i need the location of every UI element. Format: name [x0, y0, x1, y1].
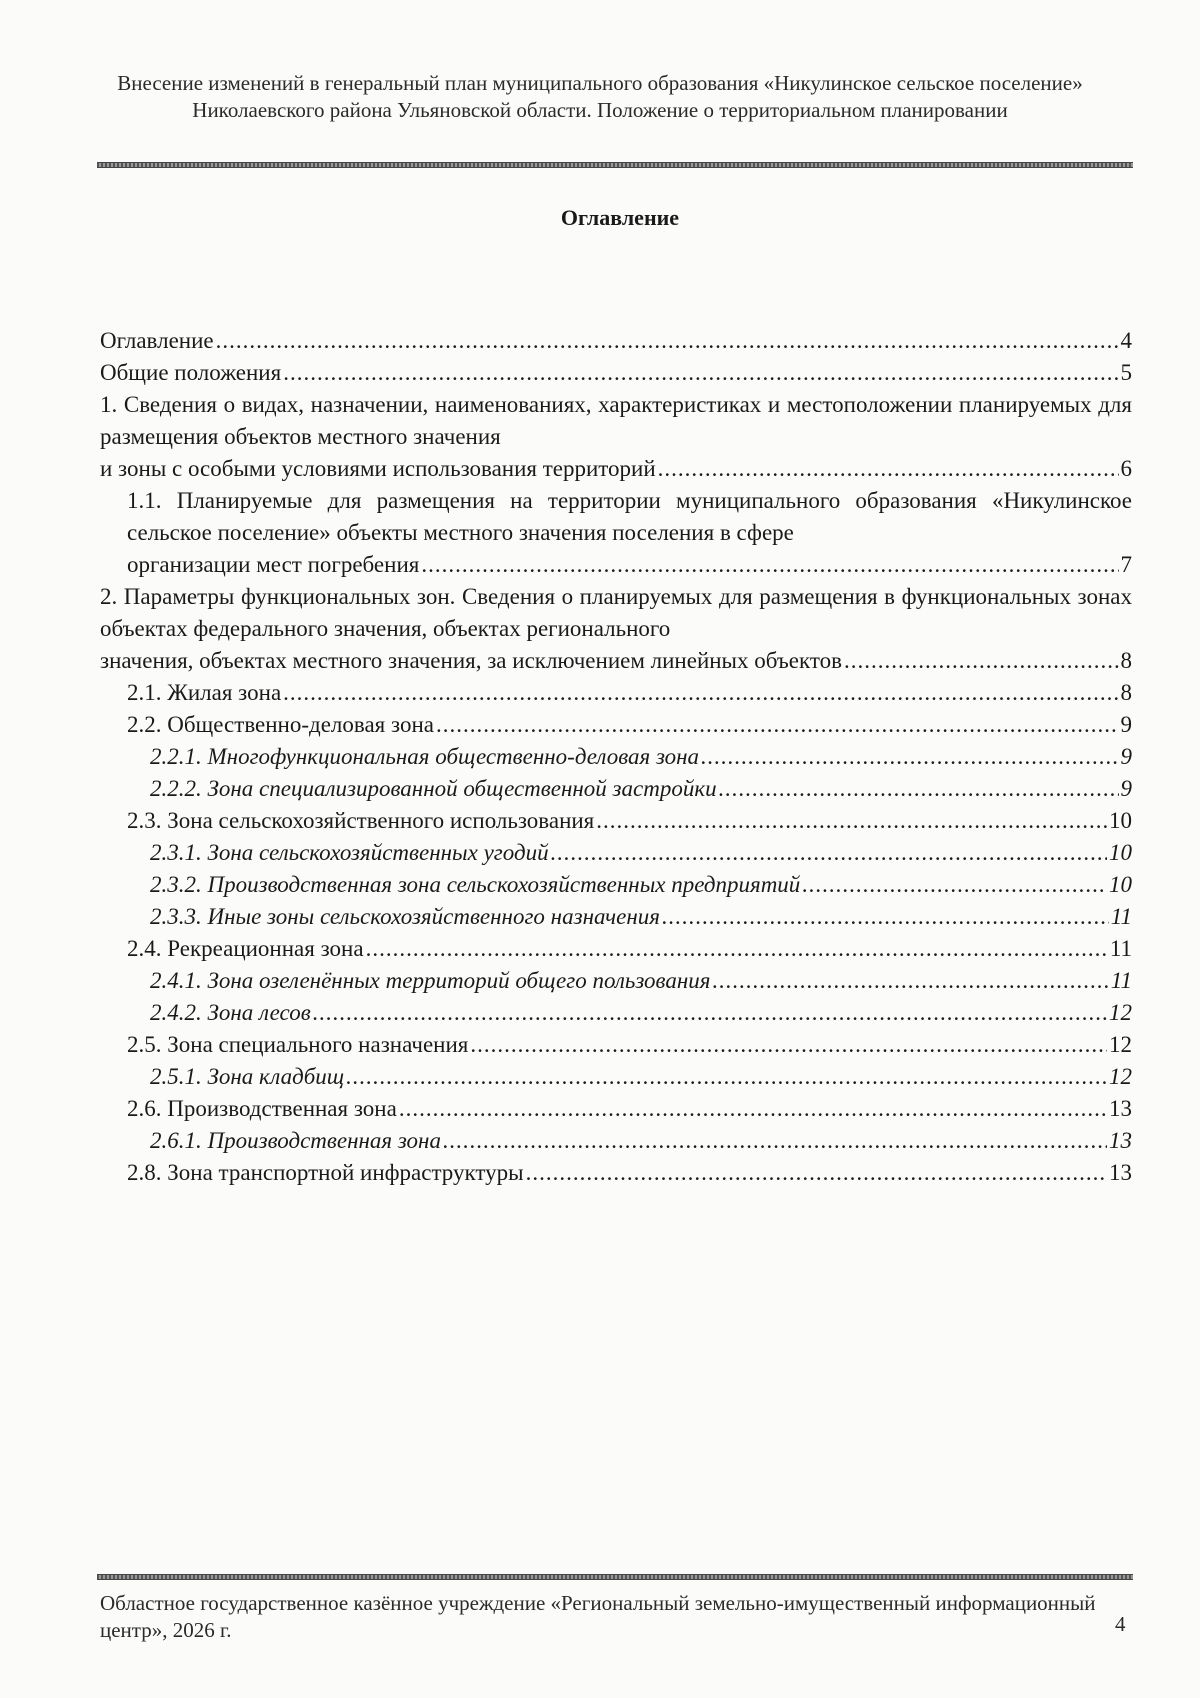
toc-page-number: 9: [1120, 744, 1132, 769]
toc-page-number: 11: [1110, 968, 1132, 993]
toc-entry[interactable]: [100, 1061, 1132, 1093]
toc-page-number: 12: [1109, 1000, 1132, 1025]
toc-entry[interactable]: [100, 389, 1132, 485]
toc-entry-title: 2.5.1. Зона кладбищ: [150, 1064, 345, 1089]
toc-entry-title: 2.2.1. Многофункциональная общественно-деловая зона: [150, 744, 700, 769]
toc-dot-leader: [421, 549, 1118, 581]
toc-entry[interactable]: [100, 1029, 1132, 1061]
toc-entry[interactable]: [100, 997, 1132, 1029]
toc-page-number: 4: [1120, 328, 1132, 353]
toc-page-number: 13: [1109, 1160, 1132, 1185]
toc-page-number: 7: [1120, 552, 1132, 577]
toc-entry-title: 2.8. Зона транспортной инфраструктуры: [127, 1160, 524, 1185]
toc-page-number: 13: [1109, 1096, 1132, 1121]
toc-entry[interactable]: [100, 901, 1132, 933]
toc-entry-title: 2.4.2. Зона лесов: [150, 1000, 311, 1025]
toc-dot-leader: [596, 805, 1107, 837]
toc-page-number: 10: [1109, 808, 1132, 833]
toc-entry-title: 2.6. Производственная зона: [127, 1096, 397, 1121]
toc-entry[interactable]: [100, 357, 1132, 389]
toc-dot-leader: [719, 773, 1119, 805]
toc-entry-title: организации мест погребения: [127, 552, 420, 577]
toc-page-number: 12: [1109, 1032, 1132, 1057]
table-of-contents: [100, 325, 1132, 1189]
toc-entry-title: 2.6.1. Производственная зона: [150, 1128, 441, 1153]
toc-page-number: 5: [1120, 360, 1132, 385]
toc-dot-leader: [712, 965, 1108, 997]
toc-entry-text: 1.1. Планируемые для размещения на территории муниципального образования «Никулинское сельское поселение» объекты местного значения поселения в сфере: [127, 488, 1132, 545]
toc-dot-leader: [526, 1157, 1107, 1189]
toc-entry-title: 2.4.1. Зона озеленённых территорий общего пользования: [150, 968, 711, 993]
toc-dot-leader: [443, 1125, 1107, 1157]
toc-page-number: 13: [1109, 1128, 1132, 1153]
toc-dot-leader: [399, 1093, 1107, 1125]
toc-dot-leader: [701, 741, 1118, 773]
toc-page-number: 9: [1120, 712, 1132, 737]
toc-entry-title: 2.3. Зона сельскохозяйственного использования: [127, 808, 595, 833]
toc-entry[interactable]: [100, 1093, 1132, 1125]
toc-title: Оглавление: [560, 205, 680, 230]
toc-entry-title: 2.3.3. Иные зоны сельскохозяйственного назначения: [150, 904, 660, 929]
toc-page-number: 8: [1120, 680, 1132, 705]
toc-page-number: 12: [1109, 1064, 1132, 1089]
toc-entry[interactable]: [100, 1157, 1132, 1189]
toc-entry[interactable]: [100, 773, 1132, 805]
toc-entry-title: 2.3.2. Производственная зона сельскохозяйственных предприятий: [150, 872, 801, 897]
toc-entry-title: 2.4. Рекреационная зона: [127, 936, 364, 961]
toc-entry-title: значения, объектах местного значения, за исключением линейных объектов: [100, 648, 842, 673]
toc-entry-title: 2.5. Зона специального назначения: [127, 1032, 469, 1057]
toc-dot-leader: [313, 997, 1107, 1029]
running-header: Внесение изменений в генеральный план муниципального образования «Никулинское сельское поселение» Николаевского района Ульяновской области. Положение о территориальном планировании: [117, 71, 1083, 122]
toc-entry[interactable]: [100, 965, 1132, 997]
toc-entry-title: 2.2.2. Зона специализированной общественной застройки: [150, 776, 717, 801]
toc-dot-leader: [283, 357, 1118, 389]
toc-page-number: 11: [1109, 936, 1132, 961]
toc-entry-title: 2.1. Жилая зона: [127, 680, 282, 705]
running-footer: Областное государственное казённое учреждение «Региональный земельно-имущественный информационный центр», 2026 г.: [100, 1591, 1096, 1642]
toc-dot-leader: [283, 677, 1118, 709]
toc-page-number: 10: [1109, 840, 1132, 865]
toc-dot-leader: [802, 869, 1107, 901]
toc-page-number: 9: [1120, 776, 1132, 801]
toc-entry[interactable]: [100, 805, 1132, 837]
toc-dot-leader: [551, 837, 1107, 869]
toc-entry[interactable]: [100, 581, 1132, 677]
toc-page-number: 6: [1120, 456, 1132, 481]
toc-dot-leader: [436, 709, 1119, 741]
toc-dot-leader: [216, 325, 1119, 357]
toc-page-number: 11: [1110, 904, 1132, 929]
toc-entry-title: 2.3.1. Зона сельскохозяйственных угодий: [150, 840, 549, 865]
page-number: 4: [1115, 1612, 1126, 1636]
toc-entry-title: Оглавление: [100, 328, 214, 353]
footer-rule: [97, 1574, 1133, 1580]
toc-entry[interactable]: [100, 1125, 1132, 1157]
toc-entry[interactable]: [100, 485, 1132, 581]
toc-page-number: 10: [1109, 872, 1132, 897]
toc-entry[interactable]: [100, 709, 1132, 741]
toc-dot-leader: [366, 933, 1108, 965]
toc-dot-leader: [844, 645, 1119, 677]
toc-dot-leader: [470, 1029, 1107, 1061]
toc-dot-leader: [658, 453, 1119, 485]
toc-page-number: 8: [1120, 648, 1132, 673]
toc-entry[interactable]: [100, 325, 1132, 357]
toc-entry-text: 2. Параметры функциональных зон. Сведения о планируемых для размещения в функциональных зонах объектах федерального значения, объектах регионального: [100, 584, 1132, 641]
toc-entry-title: и зоны с особыми условиями использования территорий: [100, 456, 656, 481]
toc-entry[interactable]: [100, 837, 1132, 869]
toc-entry[interactable]: [100, 933, 1132, 965]
toc-dot-leader: [662, 901, 1109, 933]
toc-entry-text: 1. Сведения о видах, назначении, наименованиях, характеристиках и местоположении планируемых для размещения объектов местного значения: [100, 392, 1132, 449]
toc-entry[interactable]: [100, 677, 1132, 709]
toc-dot-leader: [346, 1061, 1107, 1093]
toc-entry[interactable]: [100, 869, 1132, 901]
toc-entry[interactable]: [100, 741, 1132, 773]
toc-entry-title: 2.2. Общественно-деловая зона: [127, 712, 434, 737]
header-rule: [97, 162, 1133, 168]
toc-entry-title: Общие положения: [100, 360, 282, 385]
